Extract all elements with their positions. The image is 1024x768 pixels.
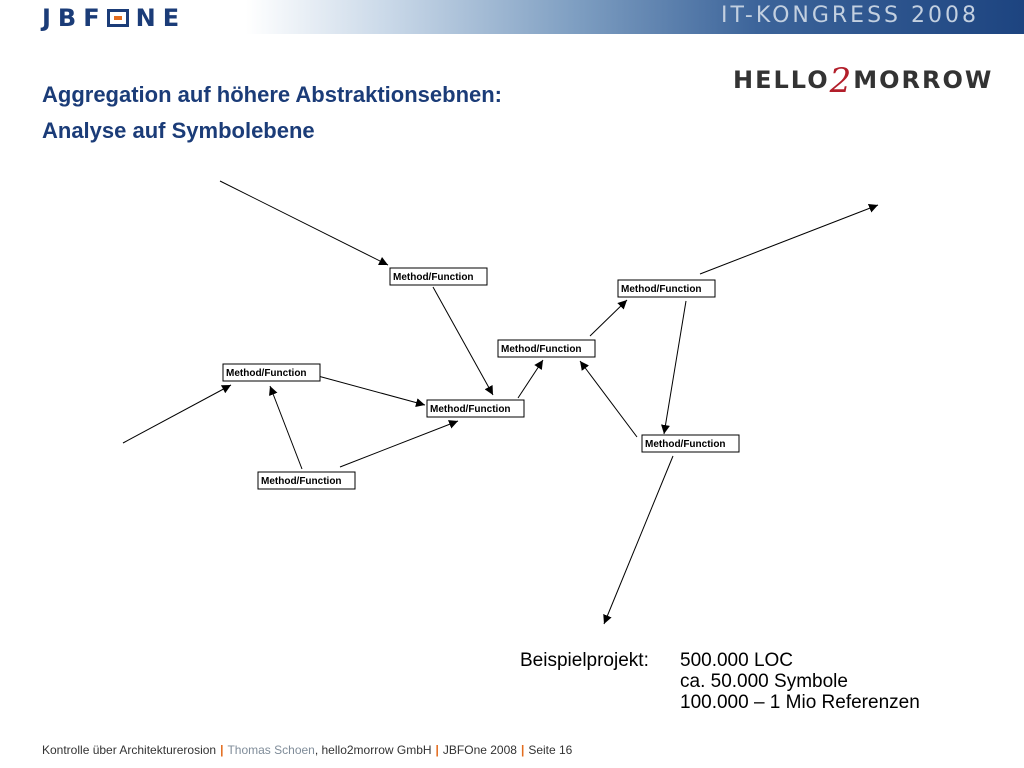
- footer-separator: |: [520, 743, 525, 757]
- edge-e-f: [590, 300, 627, 336]
- svg-text:Method/Function: Method/Function: [501, 344, 582, 355]
- node-b: [427, 400, 524, 417]
- node-g: [642, 435, 739, 452]
- node-e: [498, 340, 595, 357]
- slide-title-line1: Aggregation auf höhere Abstraktionsebnen:: [42, 82, 503, 107]
- stats-loc: 500.000 LOC: [680, 650, 794, 671]
- svg-text:Method/Function: Method/Function: [226, 368, 307, 379]
- edge-d-c: [270, 386, 302, 469]
- edge-g-out: [604, 456, 673, 624]
- svg-text:Method/Function: Method/Function: [430, 404, 511, 415]
- edge-in-a: [220, 181, 388, 265]
- edge-in-c: [123, 385, 231, 443]
- edge-d-b: [340, 421, 458, 467]
- edge-g-e: [580, 361, 637, 437]
- svg-text:Method/Function: Method/Function: [645, 439, 726, 450]
- stats-references: 100.000 – 1 Mio Referenzen: [680, 692, 920, 713]
- node-d: [258, 472, 355, 489]
- footer-separator: |: [220, 743, 224, 757]
- stats-label: Beispielprojekt:: [520, 650, 649, 671]
- hello2morrow-logo: HELLO2MORROW: [733, 61, 994, 101]
- svg-text:Method/Function: Method/Function: [621, 284, 702, 295]
- node-c: [223, 364, 320, 381]
- jbfone-logo: JBF NE: [42, 4, 187, 32]
- edge-f-g: [664, 301, 686, 434]
- footer-page: Seite 16: [528, 743, 573, 757]
- footer-author: Thomas Schoen: [227, 743, 315, 757]
- stats-symbols: ca. 50.000 Symbole: [680, 671, 848, 692]
- footer-topic: Kontrolle über Architekturerosion: [42, 743, 217, 757]
- footer-company: , hello2morrow GmbH: [314, 743, 432, 757]
- edge-b-e: [518, 360, 543, 398]
- edge-a-b: [433, 287, 493, 395]
- edge-f-out: [700, 205, 878, 274]
- footer-event: JBFOne 2008: [442, 743, 517, 757]
- footer: [42, 743, 572, 757]
- footer-separator: |: [435, 743, 439, 757]
- edge-c-b: [318, 376, 425, 405]
- node-a: [390, 268, 487, 285]
- slide-title-line2: Analyse auf Symbolebene: [42, 118, 315, 143]
- node-f: [618, 280, 715, 297]
- svg-text:Method/Function: Method/Function: [393, 272, 474, 283]
- event-title: IT-KONGRESS 2008: [721, 3, 979, 28]
- svg-text:Method/Function: Method/Function: [261, 476, 342, 487]
